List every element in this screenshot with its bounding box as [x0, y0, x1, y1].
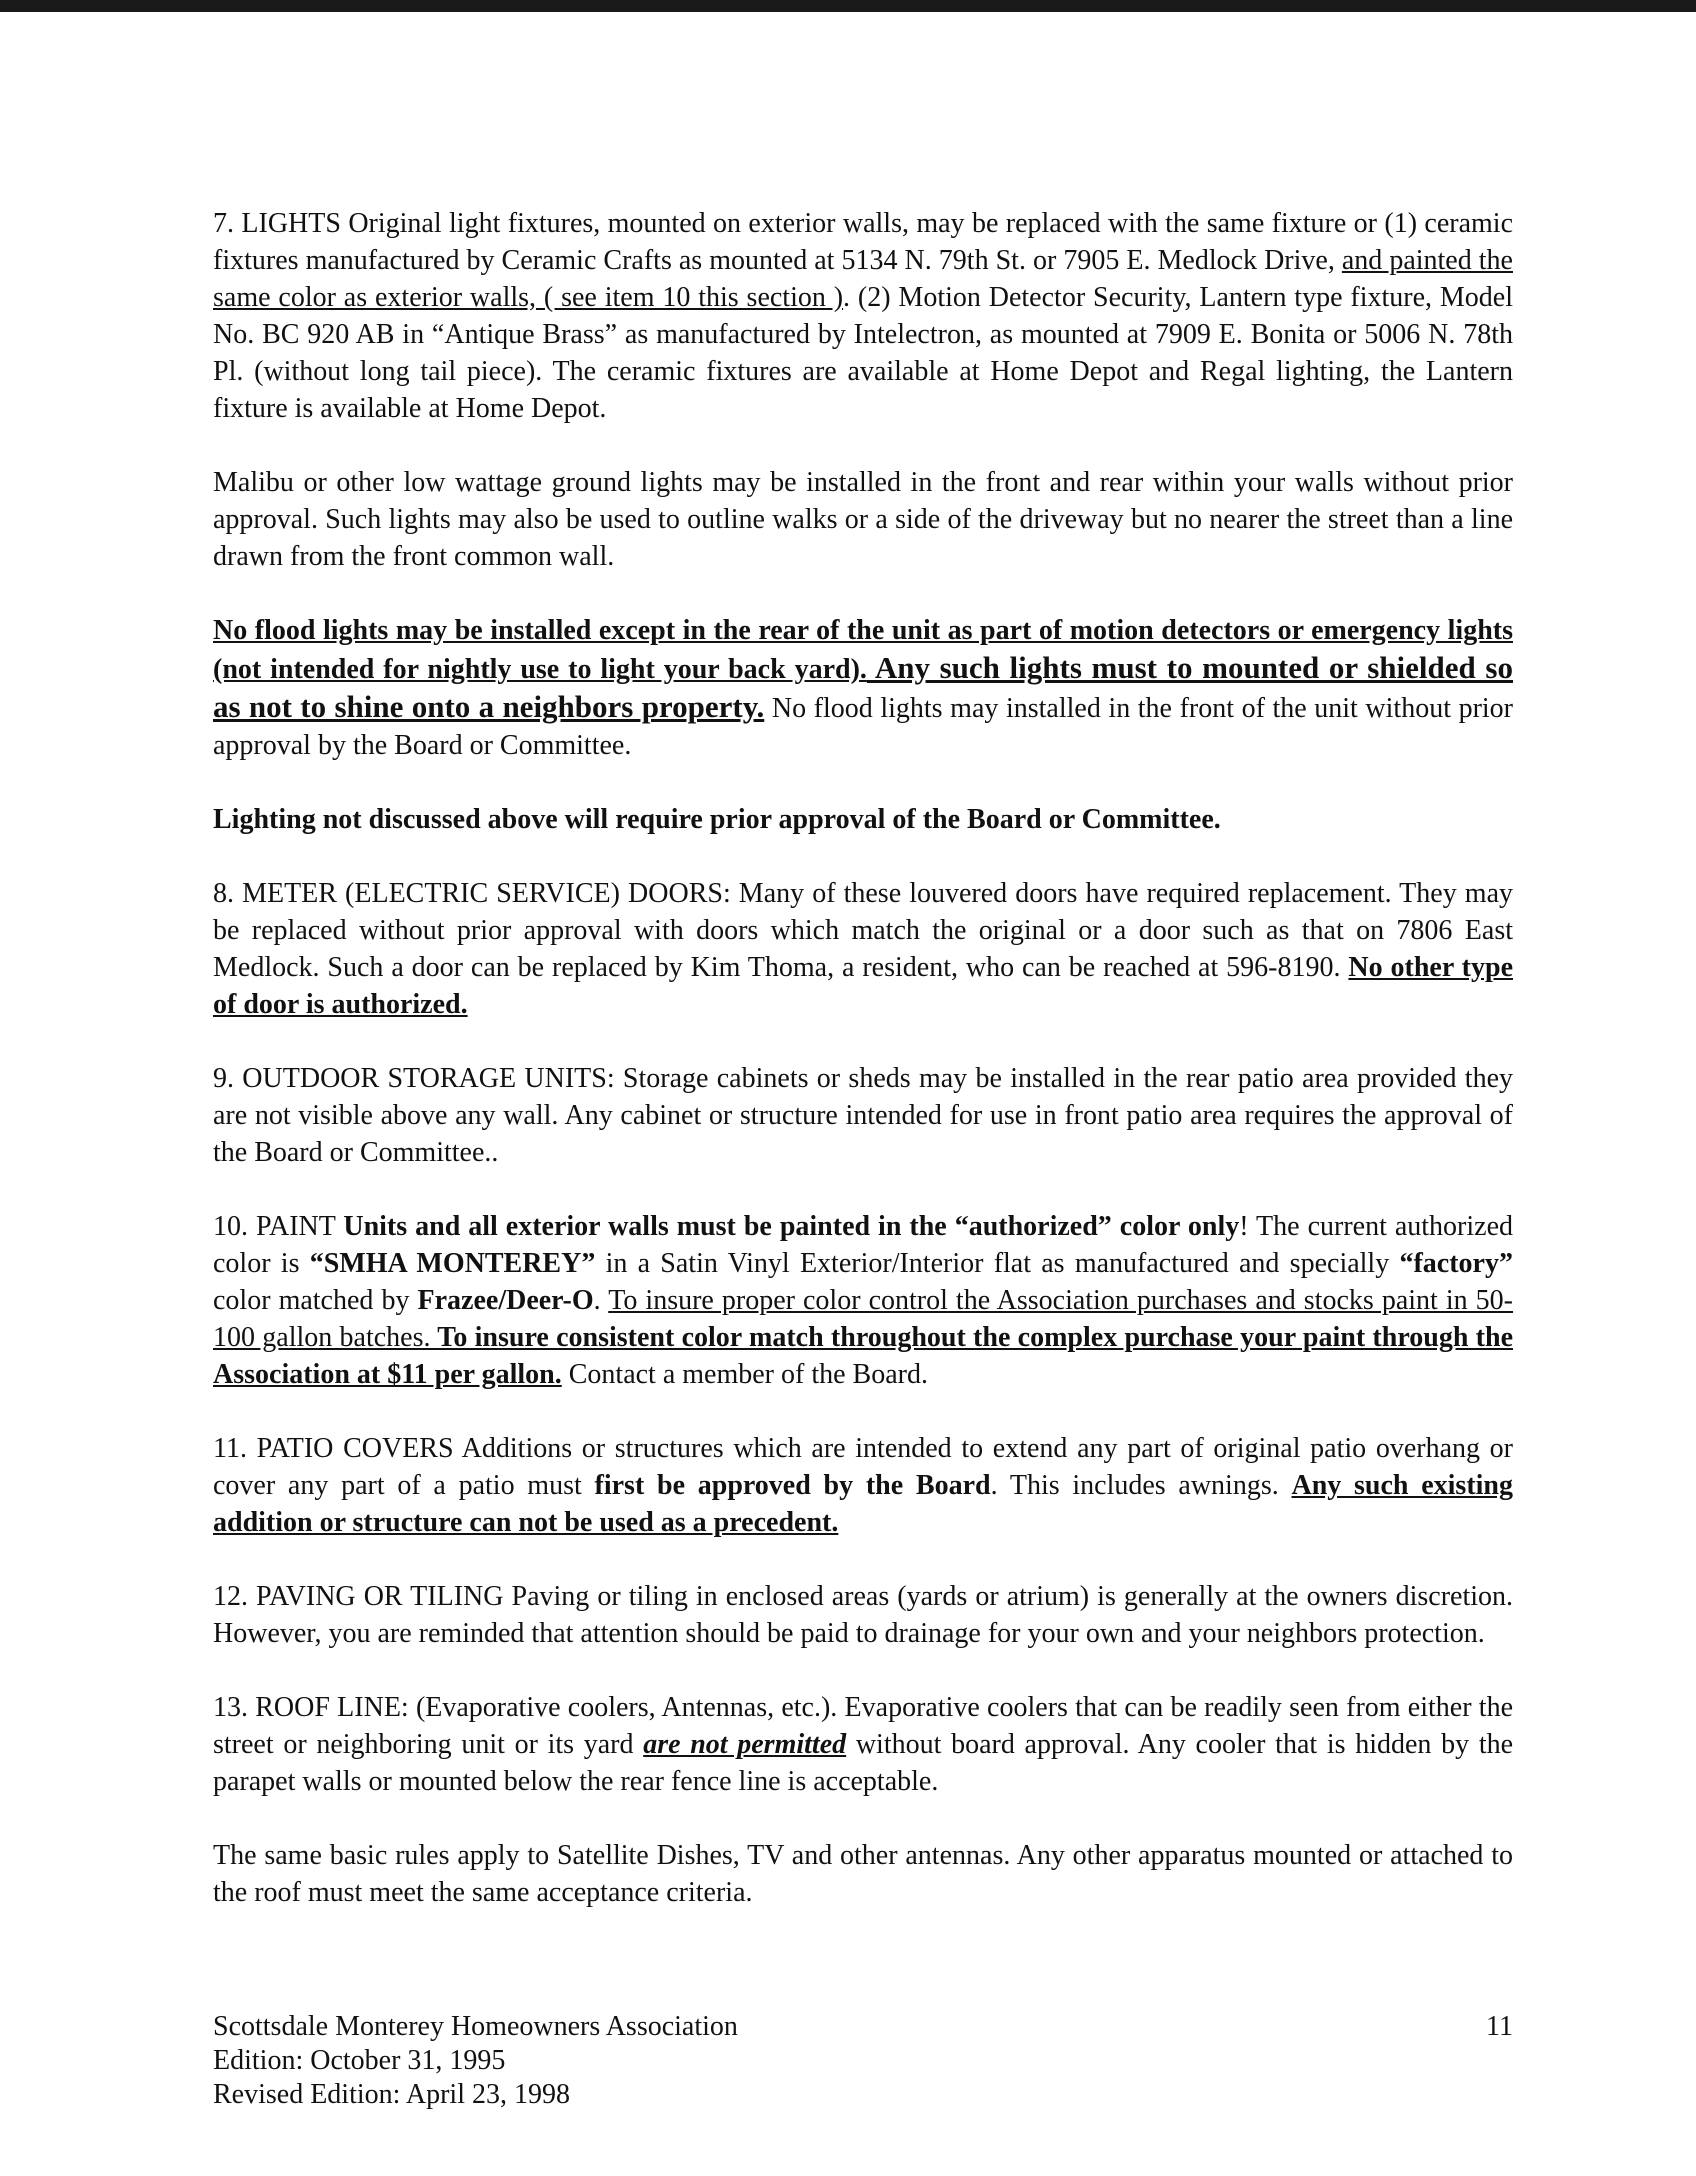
paint-color-name: “SMHA MONTEREY”: [309, 1248, 596, 1279]
footer-revised-edition: Revised Edition: April 23, 1998: [213, 2079, 570, 2110]
section-7-lights: [213, 205, 1513, 427]
section-9-storage: 9. OUTDOOR STORAGE UNITS: Storage cabinets or sheds may be installed in the rear patio area provided they are not visible above any wall. Any cabinet or structure intended for use in front patio area requires the approval of the Board or Committee..: [213, 1063, 1513, 1168]
section-12-paving: 12. PAVING OR TILING Paving or tiling in enclosed areas (yards or atrium) is generally at the owners discretion. However, you are reminded that attention should be paid to drainage for your own and your neighbors protection.: [213, 1581, 1513, 1649]
section-10-paint: [213, 1208, 1513, 1393]
scan-border: [0, 0, 1696, 12]
paint-manufacturer: Frazee/Deer-O: [417, 1285, 594, 1316]
factory-label: “factory”: [1399, 1248, 1513, 1279]
section-10-text-4: .: [593, 1285, 609, 1316]
section-10-contact: Contact a member of the Board.: [561, 1359, 928, 1390]
section-7-text-cont: . (2) Motion Detector Security, Lantern type fixture, Model No. BC 920 AB in “Antique Brass” as manufactured by Intelectron, as mounted at 7909 E. Bonita or 5006 N. 78th Pl. (without long tail piece). The ceramic fixtures are available at Home Depot and Regal lighting, the Lantern fixture is available at Home Depot.: [213, 282, 1513, 424]
section-13-not-permitted: are not permitted: [643, 1729, 847, 1760]
paint-purchase-rule: To insure consistent color match throughout the complex purchase your paint through the Association at $11 per gallon.: [213, 1322, 1513, 1390]
malibu-lights-paragraph: Malibu or other low wattage ground lights may be installed in the front and rear within your walls without prior approval. Such lights may also be used to outline walks or a side of the driveway but no nearer the street than a line drawn from the front common wall.: [213, 467, 1513, 572]
lighting-approval-note: Lighting not discussed above will require prior approval of the Board or Committee.: [213, 804, 1221, 835]
flood-lights-paragraph: [213, 612, 1513, 764]
satellite-paragraph: The same basic rules apply to Satellite Dishes, TV and other antennas. Any other apparatus mounted or attached to the roof must meet the same acceptance criteria.: [213, 1840, 1513, 1908]
section-11-text: 11. PATIO COVERS Additions or structures which are intended to extend any part of original patio overhang or cover any part of a patio must: [213, 1433, 1513, 1501]
section-7-underlined: and painted the same color as exterior walls, ( see item 10 this section ): [213, 245, 1513, 313]
document-page: [213, 205, 1513, 1948]
paint-control-note: To insure proper color control the Association purchases and stocks paint in 50-100 gallon batches.: [213, 1285, 1514, 1353]
flood-lights-front-note: No flood lights may installed in the front of the unit without prior approval by the Board or Committee.: [213, 693, 1513, 761]
section-13-text-2: without board approval. Any cooler that is hidden by the parapet walls or mounted below the rear fence line is acceptable.: [213, 1729, 1514, 1797]
section-10-text: ! The current authorized color is: [213, 1211, 1513, 1279]
section-13-roof-line: [213, 1689, 1513, 1800]
section-10-rule: Units and all exterior walls must be painted in the “authorized” color only: [343, 1211, 1240, 1242]
section-10-text-3: color matched by: [213, 1285, 418, 1316]
section-11-approval: first be approved by the Board: [594, 1470, 991, 1501]
section-10-text-2: in a Satin Vinyl Exterior/Interior flat as manufactured and specially: [595, 1248, 1400, 1279]
section-10-heading: 10. PAINT: [213, 1211, 344, 1242]
section-8-meter-doors: [213, 875, 1513, 1023]
page-footer: [213, 2010, 1513, 2112]
page-number: 11: [1486, 2011, 1513, 2042]
flood-lights-shield-rule: Any such lights must to mounted or shielded so as not to shine onto a neighbors property.: [213, 650, 1513, 724]
section-11-rule: Any such existing addition or structure can not be used as a precedent.: [213, 1470, 1514, 1538]
section-11-text-2: . This includes awnings.: [990, 1470, 1292, 1501]
section-13-text: 13. ROOF LINE: (Evaporative coolers, Antennas, etc.). Evaporative coolers that can be readily seen from either the street or neighboring unit or its yard: [213, 1692, 1513, 1760]
footer-edition: Edition: October 31, 1995: [213, 2045, 506, 2076]
section-8-rule: No other type of door is authorized.: [213, 952, 1513, 1020]
flood-lights-rule: No flood lights may be installed except in the rear of the unit as part of motion detectors or emergency lights (not intended for nightly use to light your back yard).: [213, 615, 1513, 685]
footer-organization: Scottsdale Monterey Homeowners Association: [213, 2011, 738, 2042]
section-7-text: 7. LIGHTS Original light fixtures, mounted on exterior walls, may be replaced with the same fixture or (1) ceramic fixtures manufactured by Ceramic Crafts as mounted at 5134 N. 79th St. or 7905 E. Medlock Drive,: [213, 208, 1513, 276]
section-8-text: 8. METER (ELECTRIC SERVICE) DOORS: Many of these louvered doors have required replacement. They may be replaced without prior approval with doors which match the original or a door such as that on 7806 East Medlock. Such a door can be replaced by Kim Thoma, a resident, who can be reached at 596-8190.: [213, 878, 1513, 983]
section-11-patio-covers: [213, 1430, 1513, 1541]
